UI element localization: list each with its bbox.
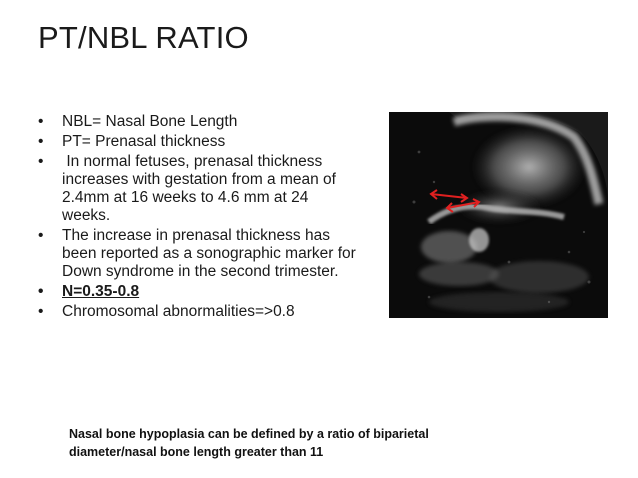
bullet-item — [38, 113, 358, 131]
bullet-text: Chromosomal abnormalities=>0.8 — [62, 303, 295, 320]
bullet-text: In normal fetuses, prenasal thickness increases with gestation from a mean of 2.4mm at 16 weeks to 4.6 mm at 24 weeks. — [62, 153, 341, 224]
bullet-dot: • — [38, 303, 44, 320]
ultrasound-scan-graphic — [389, 112, 608, 318]
bullet-text: NBL= Nasal Bone Length — [62, 113, 238, 130]
bullet-dot: • — [38, 153, 44, 170]
bullet-item-normal-range — [38, 283, 358, 301]
slide-title: PT/NBL RATIO — [38, 20, 249, 55]
footnote: Nasal bone hypoplasia can be defined by a ratio of biparietal diameter/nasal bone length greater than 11 — [69, 427, 429, 459]
ultrasound-image — [389, 112, 608, 318]
bullet-item — [38, 303, 358, 321]
bullet-item — [38, 227, 358, 281]
bullet-dot: • — [38, 133, 44, 150]
bullet-dot: • — [38, 227, 44, 244]
bullet-dot: • — [38, 113, 44, 130]
bullet-dot: • — [38, 283, 44, 300]
bullet-list — [38, 113, 358, 323]
bullet-item — [38, 153, 358, 225]
bullet-text: N=0.35-0.8 — [62, 283, 140, 300]
bullet-item — [38, 133, 358, 151]
bullet-text: The increase in prenasal thickness has been reported as a sonographic marker for Down syndrome in the second trimester. — [62, 227, 356, 280]
bullet-text: PT= Prenasal thickness — [62, 133, 226, 150]
